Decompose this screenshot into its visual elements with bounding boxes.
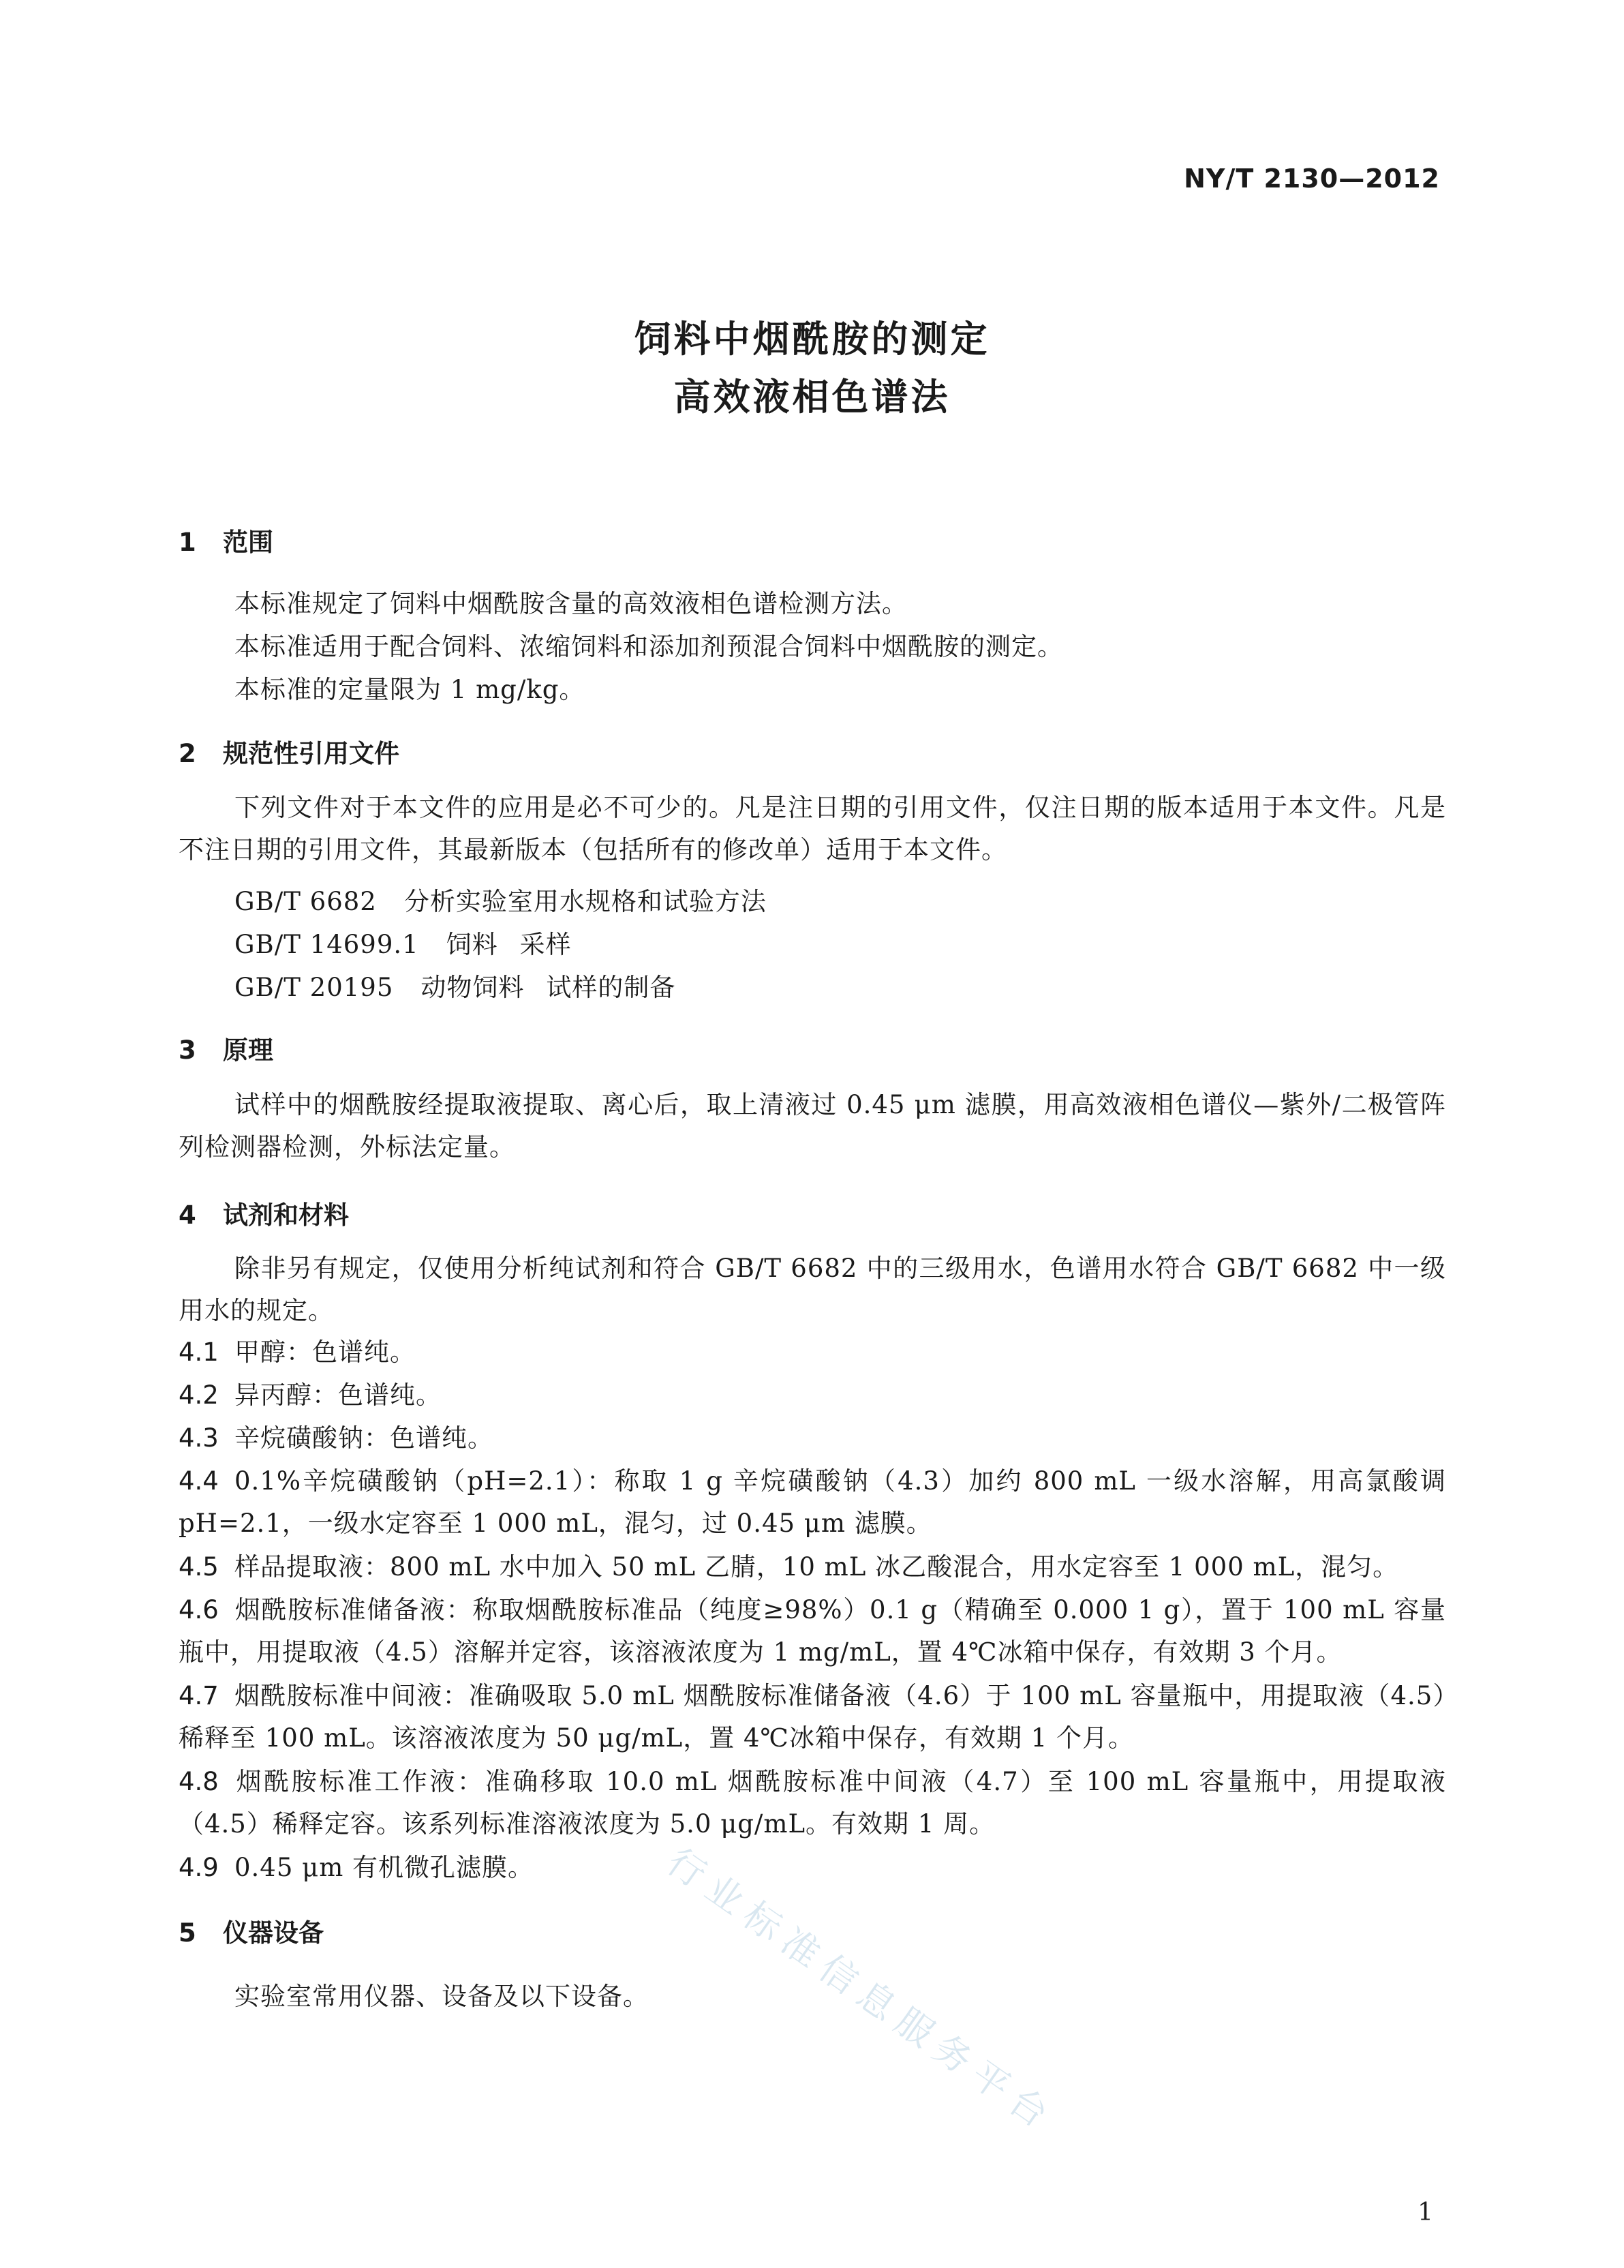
section-title: 仪器设备 [223, 1918, 324, 1948]
document-subtitle: 高效液相色谱法 [673, 376, 951, 419]
section-number: 3 [179, 1035, 196, 1065]
item-number: 4.5 [179, 1552, 219, 1582]
item-text: 异丙醇：色谱纯。 [234, 1380, 442, 1410]
item-text: 甲醇：色谱纯。 [234, 1337, 416, 1367]
item-number: 4.6 [179, 1595, 219, 1624]
item-number: 4.1 [179, 1337, 219, 1367]
reference-title: 分析实验室用水规格和试验方法 [403, 887, 767, 916]
item-text: 0.1%辛烷磺酸钠（pH=2.1）：称取 1 g 辛烷磺酸钠（4.3）加约 800 mL 一级水溶解，用高氯酸调 pH=2.1，一级水定容至 1 000 mL，混匀，过 0.45 μm 滤膜。 [179, 1466, 1446, 1538]
standard-code: NY/T 2130—2012 [1184, 164, 1440, 194]
section-number: 4 [179, 1200, 196, 1230]
section-title: 试剂和材料 [223, 1200, 349, 1230]
section-number: 2 [179, 739, 196, 768]
list-item [179, 1675, 1446, 1759]
reference-title-part: 采样 [519, 930, 572, 959]
page-number: 1 [1418, 2198, 1433, 2226]
section-2-heading [179, 733, 399, 770]
reference-code: GB/T 14699.1 [234, 930, 419, 959]
watermark: 行业标准信息服务平台 [659, 1840, 1064, 2141]
paragraph: 试样中的烟酰胺经提取液提取、离心后，取上清液过 0.45 μm 滤膜，用高效液相色谱仪—紫外/二极管阵列检测器检测，外标法定量。 [179, 1090, 1446, 1162]
reference-title: 饲料 [446, 930, 498, 959]
item-number: 4.7 [179, 1681, 219, 1710]
item-text: 烟酰胺标准储备液：称取烟酰胺标准品（纯度≥98%）0.1 g（精确至 0.000 1 g），置于 100 mL 容量瓶中，用提取液（4.5）溶解并定容，该溶液浓度为 1 mg/mL，置 4℃冰箱中保存，有效期 3 个月。 [179, 1595, 1446, 1667]
section-1-heading [179, 521, 273, 558]
reference-code: GB/T 6682 [234, 887, 377, 916]
reference-item [234, 924, 572, 961]
section-number: 1 [179, 528, 196, 557]
item-text: 0.45 μm 有机微孔滤膜。 [234, 1853, 534, 1882]
reference-item [234, 967, 675, 1003]
list-item [179, 1417, 1446, 1460]
list-item [179, 1460, 1446, 1545]
reference-code: GB/T 20195 [234, 973, 394, 1002]
section-title: 规范性引用文件 [223, 739, 399, 768]
item-number: 4.2 [179, 1380, 219, 1410]
paragraph: 本标准的定量限为 1 mg/kg。 [234, 675, 585, 704]
item-number: 4.9 [179, 1853, 219, 1882]
paragraph: 除非另有规定，仅使用分析纯试剂和符合 GB/T 6682 中的三级用水，色谱用水符合 GB/T 6682 中一级用水的规定。 [179, 1254, 1446, 1325]
section-3-heading [179, 1029, 273, 1066]
list-item [179, 1331, 1446, 1374]
paragraph: 本标准规定了饲料中烟酰胺含量的高效液相色谱检测方法。 [234, 589, 908, 618]
reference-title-part: 试样的制备 [546, 973, 676, 1002]
item-text: 烟酰胺标准中间液：准确吸取 5.0 mL 烟酰胺标准储备液（4.6）于 100 mL 容量瓶中，用提取液（4.5）稀释至 100 mL。该溶液浓度为 50 μg/mL，置 4℃冰箱中保存，有效期 1 个月。 [179, 1681, 1446, 1753]
item-number: 4.4 [179, 1466, 219, 1496]
reference-item [234, 881, 767, 918]
item-text: 烟酰胺标准工作液：准确移取 10.0 mL 烟酰胺标准中间液（4.7）至 100 mL 容量瓶中，用提取液（4.5）稀释定容。该系列标准溶液浓度为 5.0 μg/mL。有效期 1 周。 [179, 1767, 1446, 1839]
section-5-heading [179, 1912, 324, 1949]
list-item [179, 1847, 1446, 1889]
list-item [179, 1546, 1446, 1588]
item-number: 4.3 [179, 1423, 219, 1453]
list-item [179, 1761, 1446, 1845]
section-4-heading [179, 1194, 349, 1231]
paragraph: 本标准适用于配合饲料、浓缩饲料和添加剂预混合饲料中烟酰胺的测定。 [234, 632, 1063, 661]
item-text: 辛烷磺酸钠：色谱纯。 [234, 1423, 493, 1453]
item-number: 4.8 [179, 1767, 219, 1796]
list-item [179, 1589, 1446, 1674]
item-text: 样品提取液：800 mL 水中加入 50 mL 乙腈，10 mL 冰乙酸混合，用水定容至 1 000 mL，混匀。 [234, 1552, 1399, 1582]
reference-title: 动物饲料 [420, 973, 525, 1002]
list-item [179, 1374, 1446, 1417]
section-number: 5 [179, 1918, 196, 1948]
section-title: 原理 [223, 1035, 273, 1065]
section-title: 范围 [223, 528, 273, 557]
paragraph: 实验室常用仪器、设备及以下设备。 [234, 1982, 649, 2011]
document-title: 饲料中烟酰胺的测定 [634, 318, 990, 361]
paragraph: 下列文件对于本文件的应用是必不可少的。凡是注日期的引用文件，仅注日期的版本适用于本文件。凡是不注日期的引用文件，其最新版本（包括所有的修改单）适用于本文件。 [179, 793, 1446, 864]
